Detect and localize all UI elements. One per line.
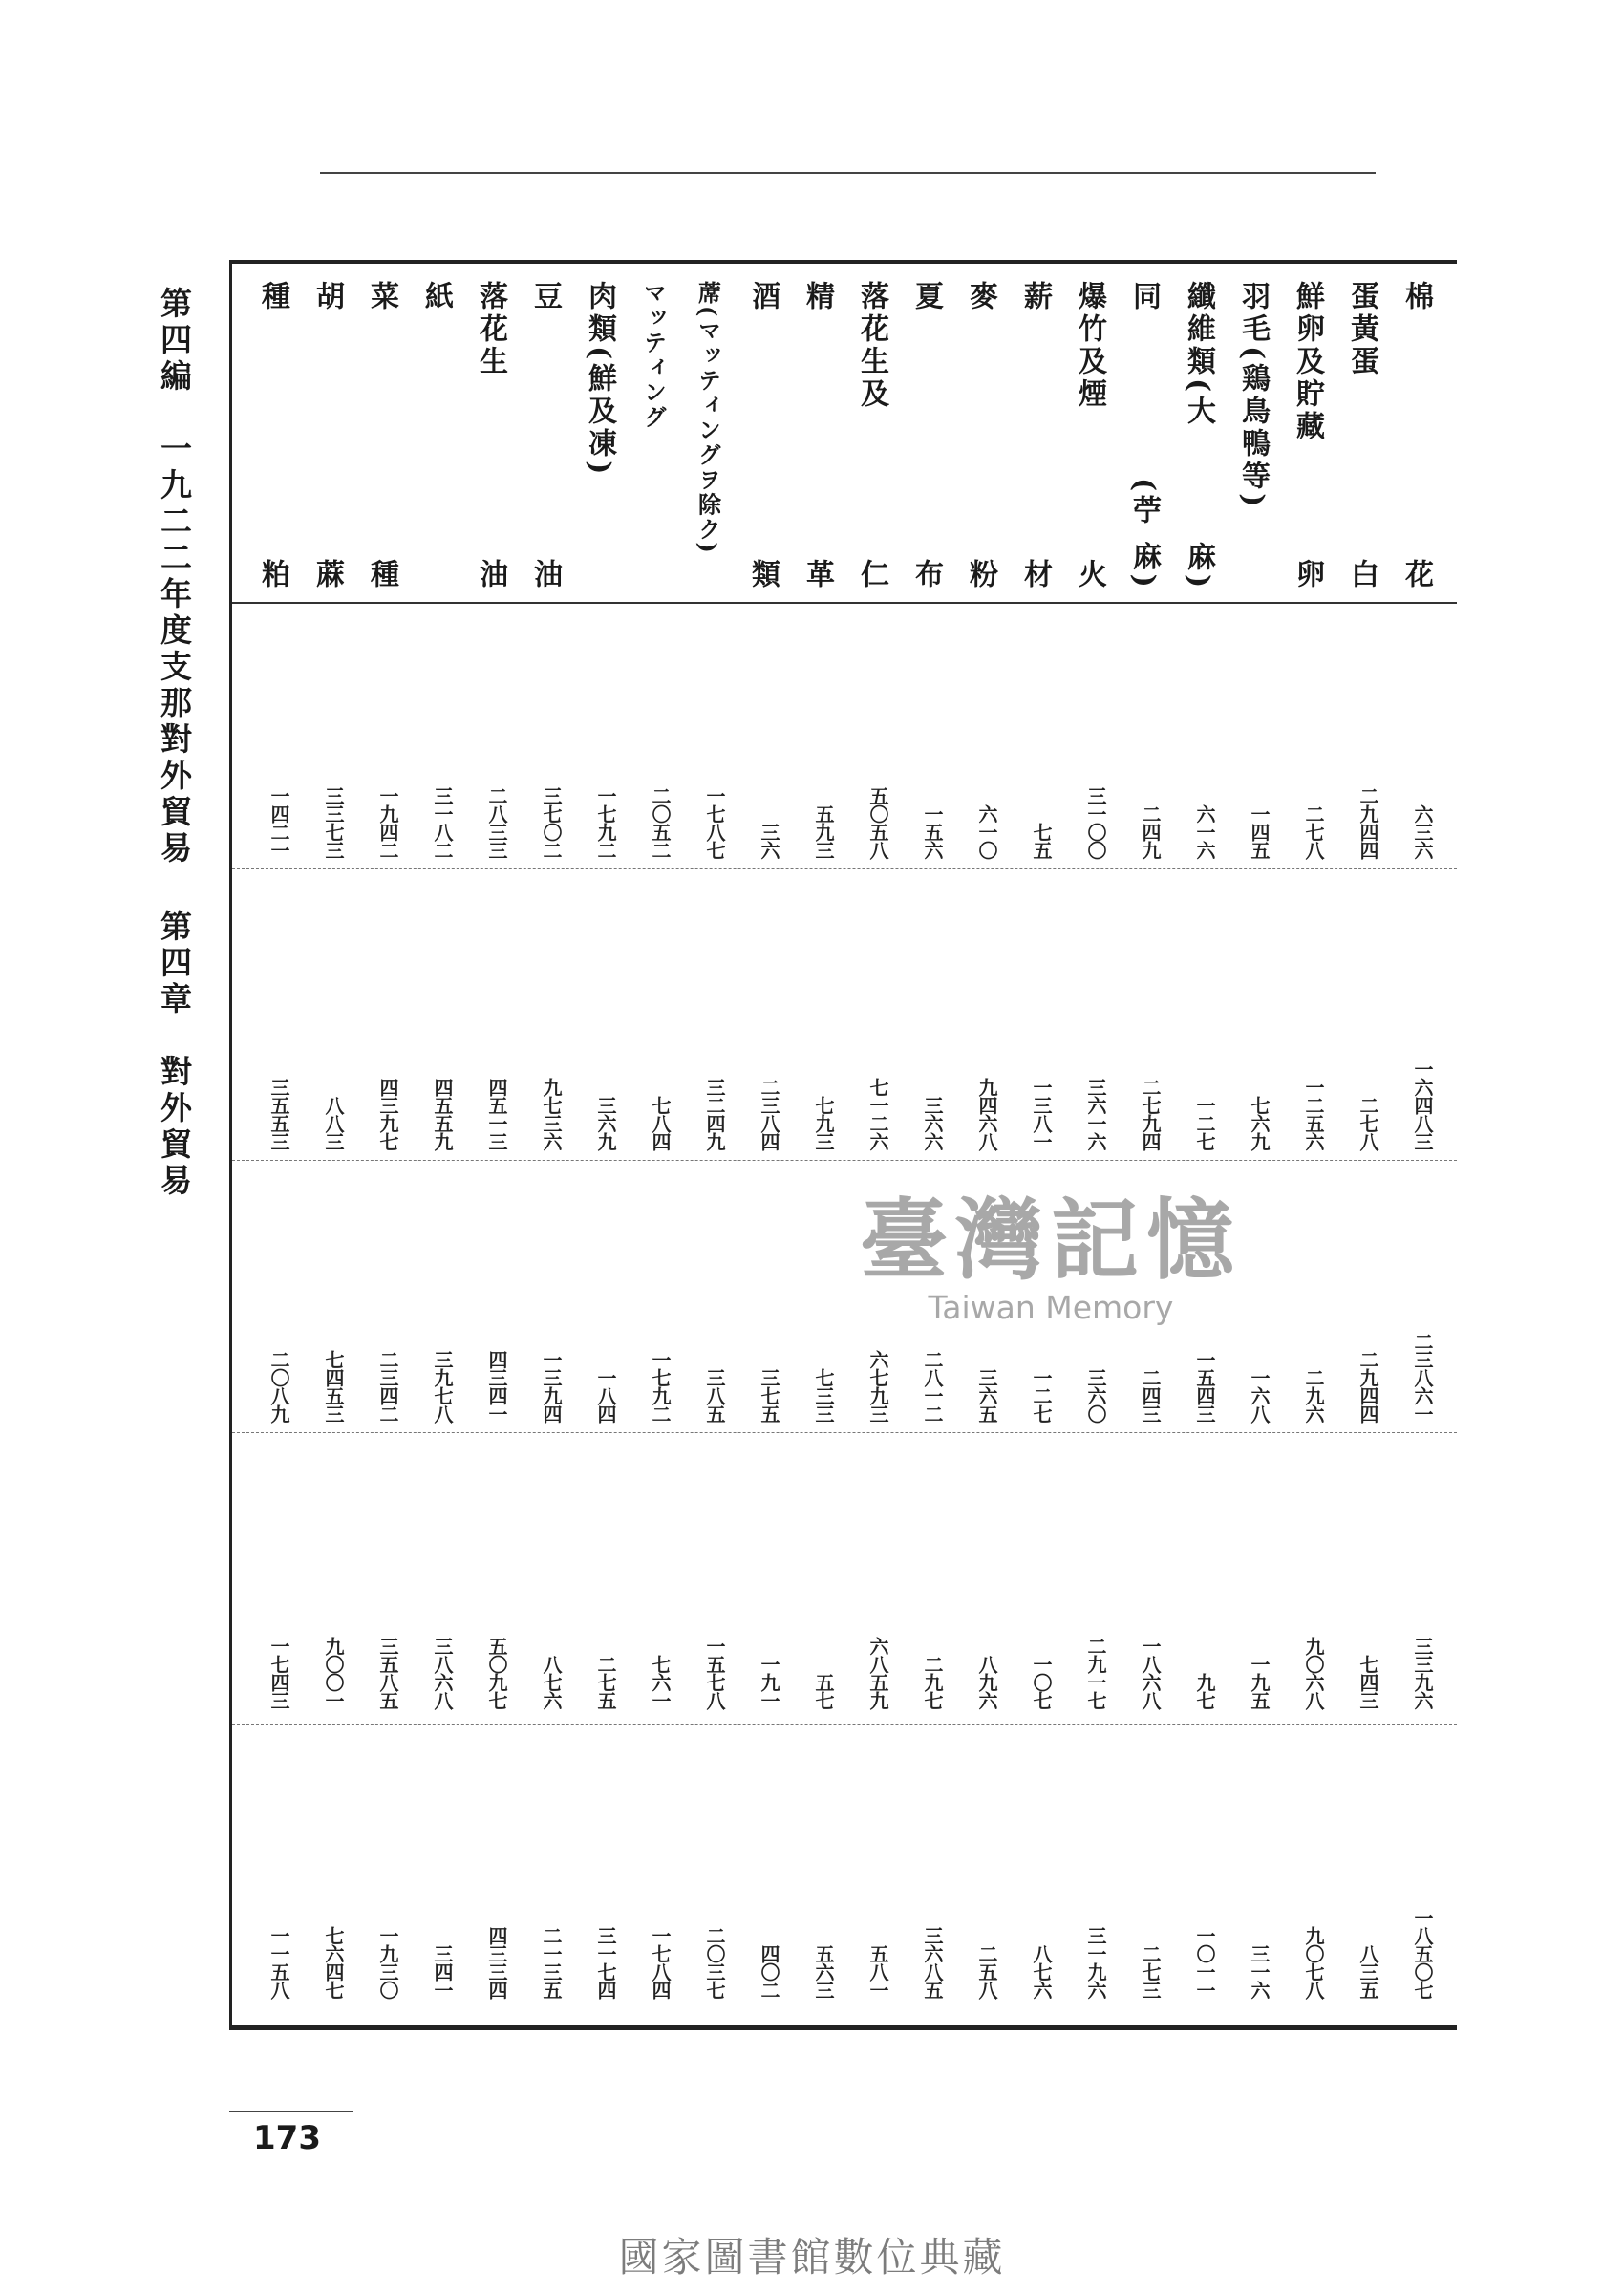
- row-label: [1173, 281, 1223, 591]
- value-cell: 一〇七: [1030, 1655, 1053, 1709]
- watermark-chinese: 臺灣記憶: [859, 1189, 1242, 1292]
- value-cell: 一五六: [921, 804, 944, 859]
- row-label-main: 精: [801, 281, 834, 313]
- value-cell: 一七八七: [703, 786, 726, 859]
- trade-table: [229, 260, 1457, 2030]
- page-number: 173: [253, 2119, 321, 2157]
- value-cell: 一五七八: [703, 1637, 726, 1709]
- row-label-main: 蓆(マッティングヲ除ク): [694, 281, 722, 555]
- row-label-tail: 革: [801, 559, 834, 591]
- row-label-tail: 仁: [855, 559, 888, 591]
- value-cell: 三六五: [975, 1368, 998, 1423]
- value-cell: 一五四三: [1193, 1350, 1216, 1423]
- value-cell: 一一五八: [267, 1926, 290, 1999]
- value-cell: 四三三四: [485, 1926, 508, 1999]
- value-cell: 九七三六: [540, 1078, 563, 1150]
- row-label: [629, 281, 678, 591]
- value-cell: 六七九三: [866, 1350, 889, 1423]
- value-cell: 二三八六一: [1411, 1332, 1434, 1423]
- value-cell: 三六九: [594, 1096, 617, 1150]
- row-label: [955, 281, 1005, 591]
- value-cell: 一六四八三: [1411, 1060, 1434, 1150]
- running-head: [153, 287, 197, 1200]
- value-cell: 三八六八: [431, 1637, 454, 1709]
- row-label-tail: 麻): [1182, 541, 1215, 591]
- row-label-main: 落花生: [474, 281, 507, 378]
- value-cell: 四五五九: [431, 1078, 454, 1150]
- value-cell: 二七八: [1302, 804, 1325, 859]
- value-cell: 二〇三七: [703, 1926, 726, 1999]
- row-label-main: 豆: [528, 281, 562, 313]
- value-cell: 七六一: [649, 1655, 672, 1709]
- row-label: [302, 281, 352, 591]
- value-cell: 四五一三: [485, 1078, 508, 1150]
- value-cell: 一七四三: [267, 1637, 290, 1709]
- row-label: [1010, 281, 1059, 591]
- value-cell: 二九七: [921, 1655, 944, 1709]
- value-cell: 七九三: [812, 1096, 835, 1150]
- table-row: [520, 264, 569, 2025]
- value-cell: 三六六: [921, 1096, 944, 1150]
- table-row: [411, 264, 460, 2025]
- row-label-main: 爆竹及煙: [1073, 281, 1106, 411]
- value-cell: 三九七八: [431, 1350, 454, 1423]
- row-label-main: 鮮卵及貯藏: [1291, 281, 1324, 443]
- row-label: [1391, 281, 1441, 591]
- table-row: [1010, 264, 1059, 2025]
- value-cell: 二四三: [1139, 1368, 1162, 1423]
- value-cell: 一九五: [1248, 1655, 1271, 1709]
- value-cell: 九四六八: [975, 1078, 998, 1150]
- value-cell: 一二五六: [1302, 1078, 1325, 1150]
- value-cell: 二〇八九: [267, 1350, 290, 1423]
- row-label-main: 薪: [1018, 281, 1052, 313]
- table-row: [356, 264, 406, 2025]
- value-cell: 三六一六: [1084, 1078, 1107, 1150]
- row-label-main: 麥: [964, 281, 997, 313]
- value-cell: 二〇五二: [649, 786, 672, 859]
- value-cell: 七三三: [812, 1368, 835, 1423]
- value-cell: 二三八四: [758, 1078, 780, 1150]
- value-cell: 二五八: [975, 1944, 998, 1999]
- table-row: [629, 264, 678, 2025]
- running-head-right: 第四章 對外貿易: [156, 910, 193, 1200]
- value-cell: 三八五: [703, 1368, 726, 1423]
- value-cell: 八七六: [540, 1655, 563, 1709]
- row-label: [247, 281, 297, 591]
- row-label-main: 菜: [365, 281, 398, 313]
- table-row: [792, 264, 842, 2025]
- value-cell: 二七三: [1139, 1944, 1162, 1999]
- value-cell: 五七: [812, 1673, 835, 1709]
- row-label-tail: 種: [365, 559, 398, 591]
- value-cell: 八七六: [1030, 1944, 1053, 1999]
- value-cell: 二一三五: [540, 1926, 563, 1999]
- value-cell: 三一七四: [594, 1926, 617, 1999]
- value-cell: 八八三: [322, 1096, 345, 1150]
- value-cell: 三三七三: [322, 786, 345, 859]
- value-cell: 三五五三: [267, 1078, 290, 1150]
- value-cell: 二九四四: [1357, 1350, 1379, 1423]
- row-label: [1119, 281, 1168, 591]
- row-label: [1228, 281, 1277, 591]
- table-row: [1391, 264, 1441, 2025]
- value-cell: 三四一: [431, 1944, 454, 1999]
- value-cell: 一七九二: [594, 786, 617, 859]
- value-cell: 一七九二: [649, 1350, 672, 1423]
- row-label-main: マッティング: [639, 281, 668, 430]
- row-label-main: 同: [1127, 281, 1161, 313]
- row-label: [465, 281, 515, 591]
- row-label-main: 棉: [1400, 281, 1433, 313]
- row-label: [574, 281, 624, 591]
- value-cell: 一九四二: [376, 786, 399, 859]
- value-cell: 一九三〇: [376, 1926, 399, 1999]
- value-cell: 六一六: [1193, 804, 1216, 859]
- row-label-tail: 油: [528, 559, 562, 591]
- table-row: [1336, 264, 1386, 2025]
- table-row: [1173, 264, 1223, 2025]
- table-row: [846, 264, 896, 2025]
- row-label-main: 纖維類(大: [1182, 281, 1215, 429]
- value-cell: 二七九四: [1139, 1078, 1162, 1150]
- value-cell: 二四九: [1139, 804, 1162, 859]
- row-label-tail: 白: [1345, 559, 1378, 591]
- row-label-tail: (苧 麻): [1127, 478, 1161, 591]
- row-label-tail: 類: [746, 559, 780, 591]
- row-label-main: 種: [256, 281, 289, 313]
- value-cell: 三六八五: [921, 1926, 944, 1999]
- top-rule: [320, 172, 1376, 174]
- value-cell: 七五: [1030, 823, 1053, 859]
- value-cell: 一八四: [594, 1368, 617, 1423]
- row-label-main: 羽毛(鶏鳥鴨等): [1236, 281, 1270, 511]
- footer-credit: 國家圖書館數位典藏: [618, 2234, 1006, 2281]
- value-cell: 三六: [758, 823, 780, 859]
- value-cell: 一〇一一: [1193, 1926, 1216, 1999]
- value-cell: 七四三: [1357, 1655, 1379, 1709]
- value-cell: 一四二一: [267, 786, 290, 859]
- row-label-tail: 卵: [1291, 559, 1324, 591]
- row-label: [520, 281, 569, 591]
- value-cell: 一九一: [758, 1655, 780, 1709]
- page-number-rule: [229, 2111, 353, 2112]
- row-label: [792, 281, 842, 591]
- row-label: [1336, 281, 1386, 591]
- value-cell: 三一九六: [1084, 1926, 1107, 1999]
- value-cell: 一三九四: [540, 1350, 563, 1423]
- table-row: [1119, 264, 1168, 2025]
- value-cell: 三七五: [758, 1368, 780, 1423]
- row-label-main: 蛋黃蛋: [1345, 281, 1378, 378]
- value-cell: 一八五〇七: [1411, 1908, 1434, 1999]
- table-row: [1282, 264, 1332, 2025]
- running-head-left: 第四編 一九二二年度支那對外貿易: [156, 287, 193, 868]
- row-label-tail: 火: [1073, 559, 1106, 591]
- value-cell: 七一二六: [866, 1078, 889, 1150]
- table-row: [737, 264, 787, 2025]
- value-cell: 五〇五八: [866, 786, 889, 859]
- row-label-main: 紙: [419, 281, 453, 313]
- value-cell: 三一〇〇: [1084, 786, 1107, 859]
- row-label: [356, 281, 406, 591]
- value-cell: 三一八二: [431, 786, 454, 859]
- watermark: [802, 1170, 1299, 1326]
- row-label-tail: 花: [1400, 559, 1433, 591]
- row-label-tail: 油: [474, 559, 507, 591]
- row-label-tail: 蔴: [310, 559, 344, 591]
- row-label-tail: 粉: [964, 559, 997, 591]
- value-cell: 六一〇: [975, 804, 998, 859]
- value-cell: 二三四二: [376, 1350, 399, 1423]
- value-cell: 九〇七八: [1302, 1926, 1325, 1999]
- value-cell: 三七〇二: [540, 786, 563, 859]
- value-cell: 七八四: [649, 1096, 672, 1150]
- table-row: [901, 264, 951, 2025]
- row-label: [846, 281, 896, 591]
- row-label-main: 酒: [746, 281, 780, 313]
- value-cell: 三一六: [1248, 1944, 1271, 1999]
- value-cell: 一三八一: [1030, 1078, 1053, 1150]
- row-label-tail: 布: [909, 559, 943, 591]
- table-row: [465, 264, 515, 2025]
- row-label-main: 夏: [909, 281, 943, 313]
- row-label-tail: 材: [1018, 559, 1052, 591]
- value-cell: 二七八: [1357, 1096, 1379, 1150]
- value-cell: 二八一二: [921, 1350, 944, 1423]
- table-row: [1064, 264, 1114, 2025]
- table-row: [302, 264, 352, 2025]
- row-label-main: 落花生及: [855, 281, 888, 411]
- row-label: [683, 281, 733, 591]
- value-cell: 二七五: [594, 1655, 617, 1709]
- table-row: [683, 264, 733, 2025]
- table-row: [574, 264, 624, 2025]
- row-label-tail: 粕: [256, 559, 289, 591]
- value-cell: 一八六八: [1139, 1637, 1162, 1709]
- value-cell: 三二四九: [703, 1078, 726, 1150]
- value-cell: 二八三三: [485, 786, 508, 859]
- value-cell: 六八五九: [866, 1637, 889, 1709]
- row-label: [411, 281, 460, 591]
- row-label: [901, 281, 951, 591]
- value-cell: 三三九六: [1411, 1637, 1434, 1709]
- value-cell: 九七: [1193, 1673, 1216, 1709]
- row-label-main: 肉類(鮮及凍): [583, 281, 616, 479]
- value-cell: 三六〇: [1084, 1368, 1107, 1423]
- value-cell: 九〇六八: [1302, 1637, 1325, 1709]
- row-label: [737, 281, 787, 591]
- value-cell: 九〇〇一: [322, 1637, 345, 1709]
- value-cell: 一七八四: [649, 1926, 672, 1999]
- value-cell: 五九三: [812, 804, 835, 859]
- row-label: [1064, 281, 1114, 591]
- row-label-main: 胡: [310, 281, 344, 313]
- value-cell: 四三九七: [376, 1078, 399, 1150]
- value-cell: 四〇二: [758, 1944, 780, 1999]
- value-cell: 七六四七: [322, 1926, 345, 1999]
- value-cell: 五〇九七: [485, 1637, 508, 1709]
- value-cell: 二九一七: [1084, 1637, 1107, 1709]
- value-cell: 一六八: [1248, 1368, 1271, 1423]
- value-cell: 五八一: [866, 1944, 889, 1999]
- value-cell: 三五八五: [376, 1637, 399, 1709]
- watermark-english: Taiwan Memory: [928, 1289, 1174, 1326]
- value-cell: 二九四四: [1357, 786, 1379, 859]
- value-cell: 一二七: [1030, 1368, 1053, 1423]
- value-cell: 二九六: [1302, 1368, 1325, 1423]
- value-cell: 四三四一: [485, 1350, 508, 1423]
- value-cell: 一二七: [1193, 1096, 1216, 1150]
- value-cell: 一四五: [1248, 804, 1271, 859]
- value-cell: 六三六: [1411, 804, 1434, 859]
- value-cell: 八三五: [1357, 1944, 1379, 1999]
- table-row: [955, 264, 1005, 2025]
- value-cell: 八九六: [975, 1655, 998, 1709]
- value-cell: 五六三: [812, 1944, 835, 1999]
- value-cell: 七六九: [1248, 1096, 1271, 1150]
- table-row: [1228, 264, 1277, 2025]
- table-row: [247, 264, 297, 2025]
- value-cell: 七四五三: [322, 1350, 345, 1423]
- row-label: [1282, 281, 1332, 591]
